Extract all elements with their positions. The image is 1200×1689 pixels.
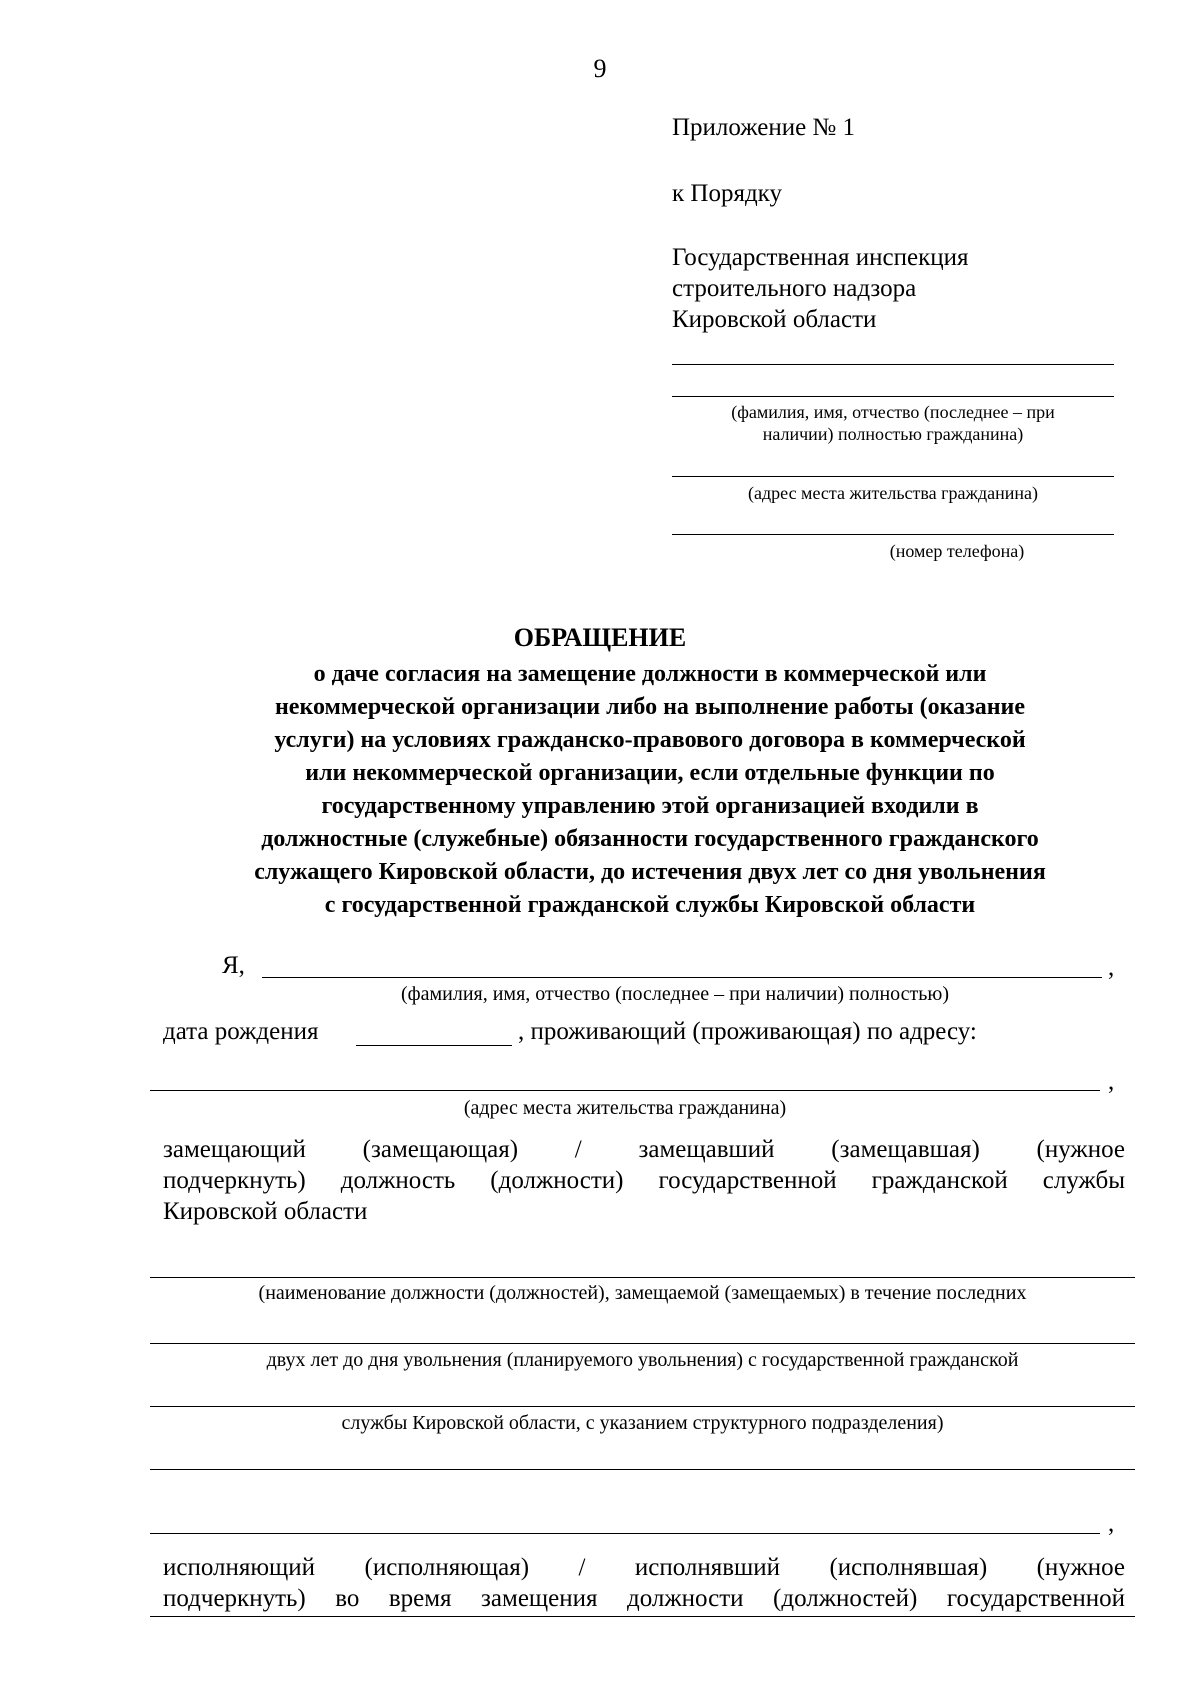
recipient-line-3: Кировской области <box>672 306 877 333</box>
bottom-rule <box>150 1616 1135 1617</box>
appendix-label: Приложение № 1 <box>672 114 856 141</box>
subtitle-line: или некоммерческой организации, если отдельные функции по <box>305 760 995 786</box>
residence-address-caption: (адрес места жительства гражданина) <box>463 1097 787 1119</box>
fio-blank-line-2[interactable] <box>672 396 1114 397</box>
fio-caption-1: (фамилия, имя, отчество (последнее – при <box>731 402 1055 422</box>
subtitle-line: услуги) на условиях гражданско-правового договора в коммерческой <box>274 727 1026 753</box>
position-name-field-1[interactable] <box>150 1277 1135 1278</box>
fio-blank-line-1[interactable] <box>672 364 1114 365</box>
position-name-field-4[interactable] <box>150 1469 1135 1470</box>
fio-caption-2: наличии) полностью гражданина) <box>762 424 1024 444</box>
phone-caption: (номер телефона) <box>889 541 1025 561</box>
position-line-3: Кировской области <box>163 1198 368 1225</box>
performing-line-1: исполняющий (исполняющая) / исполнявший (исполнявшая) (нужное <box>163 1554 1125 1581</box>
comma: , <box>1108 1510 1115 1537</box>
performing-line-2: подчеркнуть) во время замещения должности (должностей) государственной <box>163 1585 1125 1612</box>
position-line-2: подчеркнуть) должность (должности) государственной гражданской службы <box>163 1167 1125 1194</box>
birth-date-label: дата рождения <box>163 1018 319 1045</box>
order-reference: к Порядку <box>672 180 782 207</box>
i-label: Я, <box>222 952 245 979</box>
recipient-line-1: Государственная инспекция <box>672 244 969 271</box>
position-name-field-5[interactable] <box>150 1533 1100 1534</box>
residing-text: , проживающий (проживающая) по адресу: <box>518 1018 977 1045</box>
subtitle-line: с государственной гражданской службы Кировской области <box>324 892 976 918</box>
recipient-line-2: строительного надзора <box>672 275 917 302</box>
position-caption-2: двух лет до дня увольнения (планируемого увольнения) с государственной гражданской <box>266 1349 1019 1371</box>
subtitle-line: некоммерческой организации либо на выполнение работы (оказание <box>274 694 1026 720</box>
phone-blank-line[interactable] <box>672 534 1114 535</box>
subtitle-line: о даче согласия на замещение должности в коммерческой или <box>313 661 987 687</box>
document-title: ОБРАЩЕНИЕ <box>513 623 687 652</box>
address-blank-line[interactable] <box>672 476 1114 477</box>
applicant-name-field[interactable] <box>262 977 1102 978</box>
subtitle-line: должностные (служебные) обязанности государственного гражданского <box>261 826 1039 852</box>
position-caption-3: службы Кировской области, с указанием структурного подразделения) <box>341 1412 944 1434</box>
residence-address-field[interactable] <box>150 1090 1100 1091</box>
page-number: 9 <box>593 54 607 83</box>
subtitle-line: служащего Кировской области, до истечения двух лет со дня увольнения <box>254 859 1046 885</box>
position-name-field-3[interactable] <box>150 1406 1135 1407</box>
comma: , <box>1108 954 1115 981</box>
position-caption-1: (наименование должности (должностей), замещаемой (замещаемых) в течение последних <box>258 1282 1027 1304</box>
document-subtitle <box>165 658 1135 922</box>
address-caption: (адрес места жительства гражданина) <box>747 483 1039 503</box>
position-name-field-2[interactable] <box>150 1343 1135 1344</box>
position-line-1: замещающий (замещающая) / замещавший (замещавшая) (нужное <box>163 1136 1125 1163</box>
subtitle-line: государственному управлению этой организацией входили в <box>321 793 979 819</box>
comma: , <box>1108 1068 1115 1095</box>
applicant-name-caption: (фамилия, имя, отчество (последнее – при наличии) полностью) <box>400 983 950 1005</box>
birth-date-field[interactable] <box>356 1045 512 1046</box>
